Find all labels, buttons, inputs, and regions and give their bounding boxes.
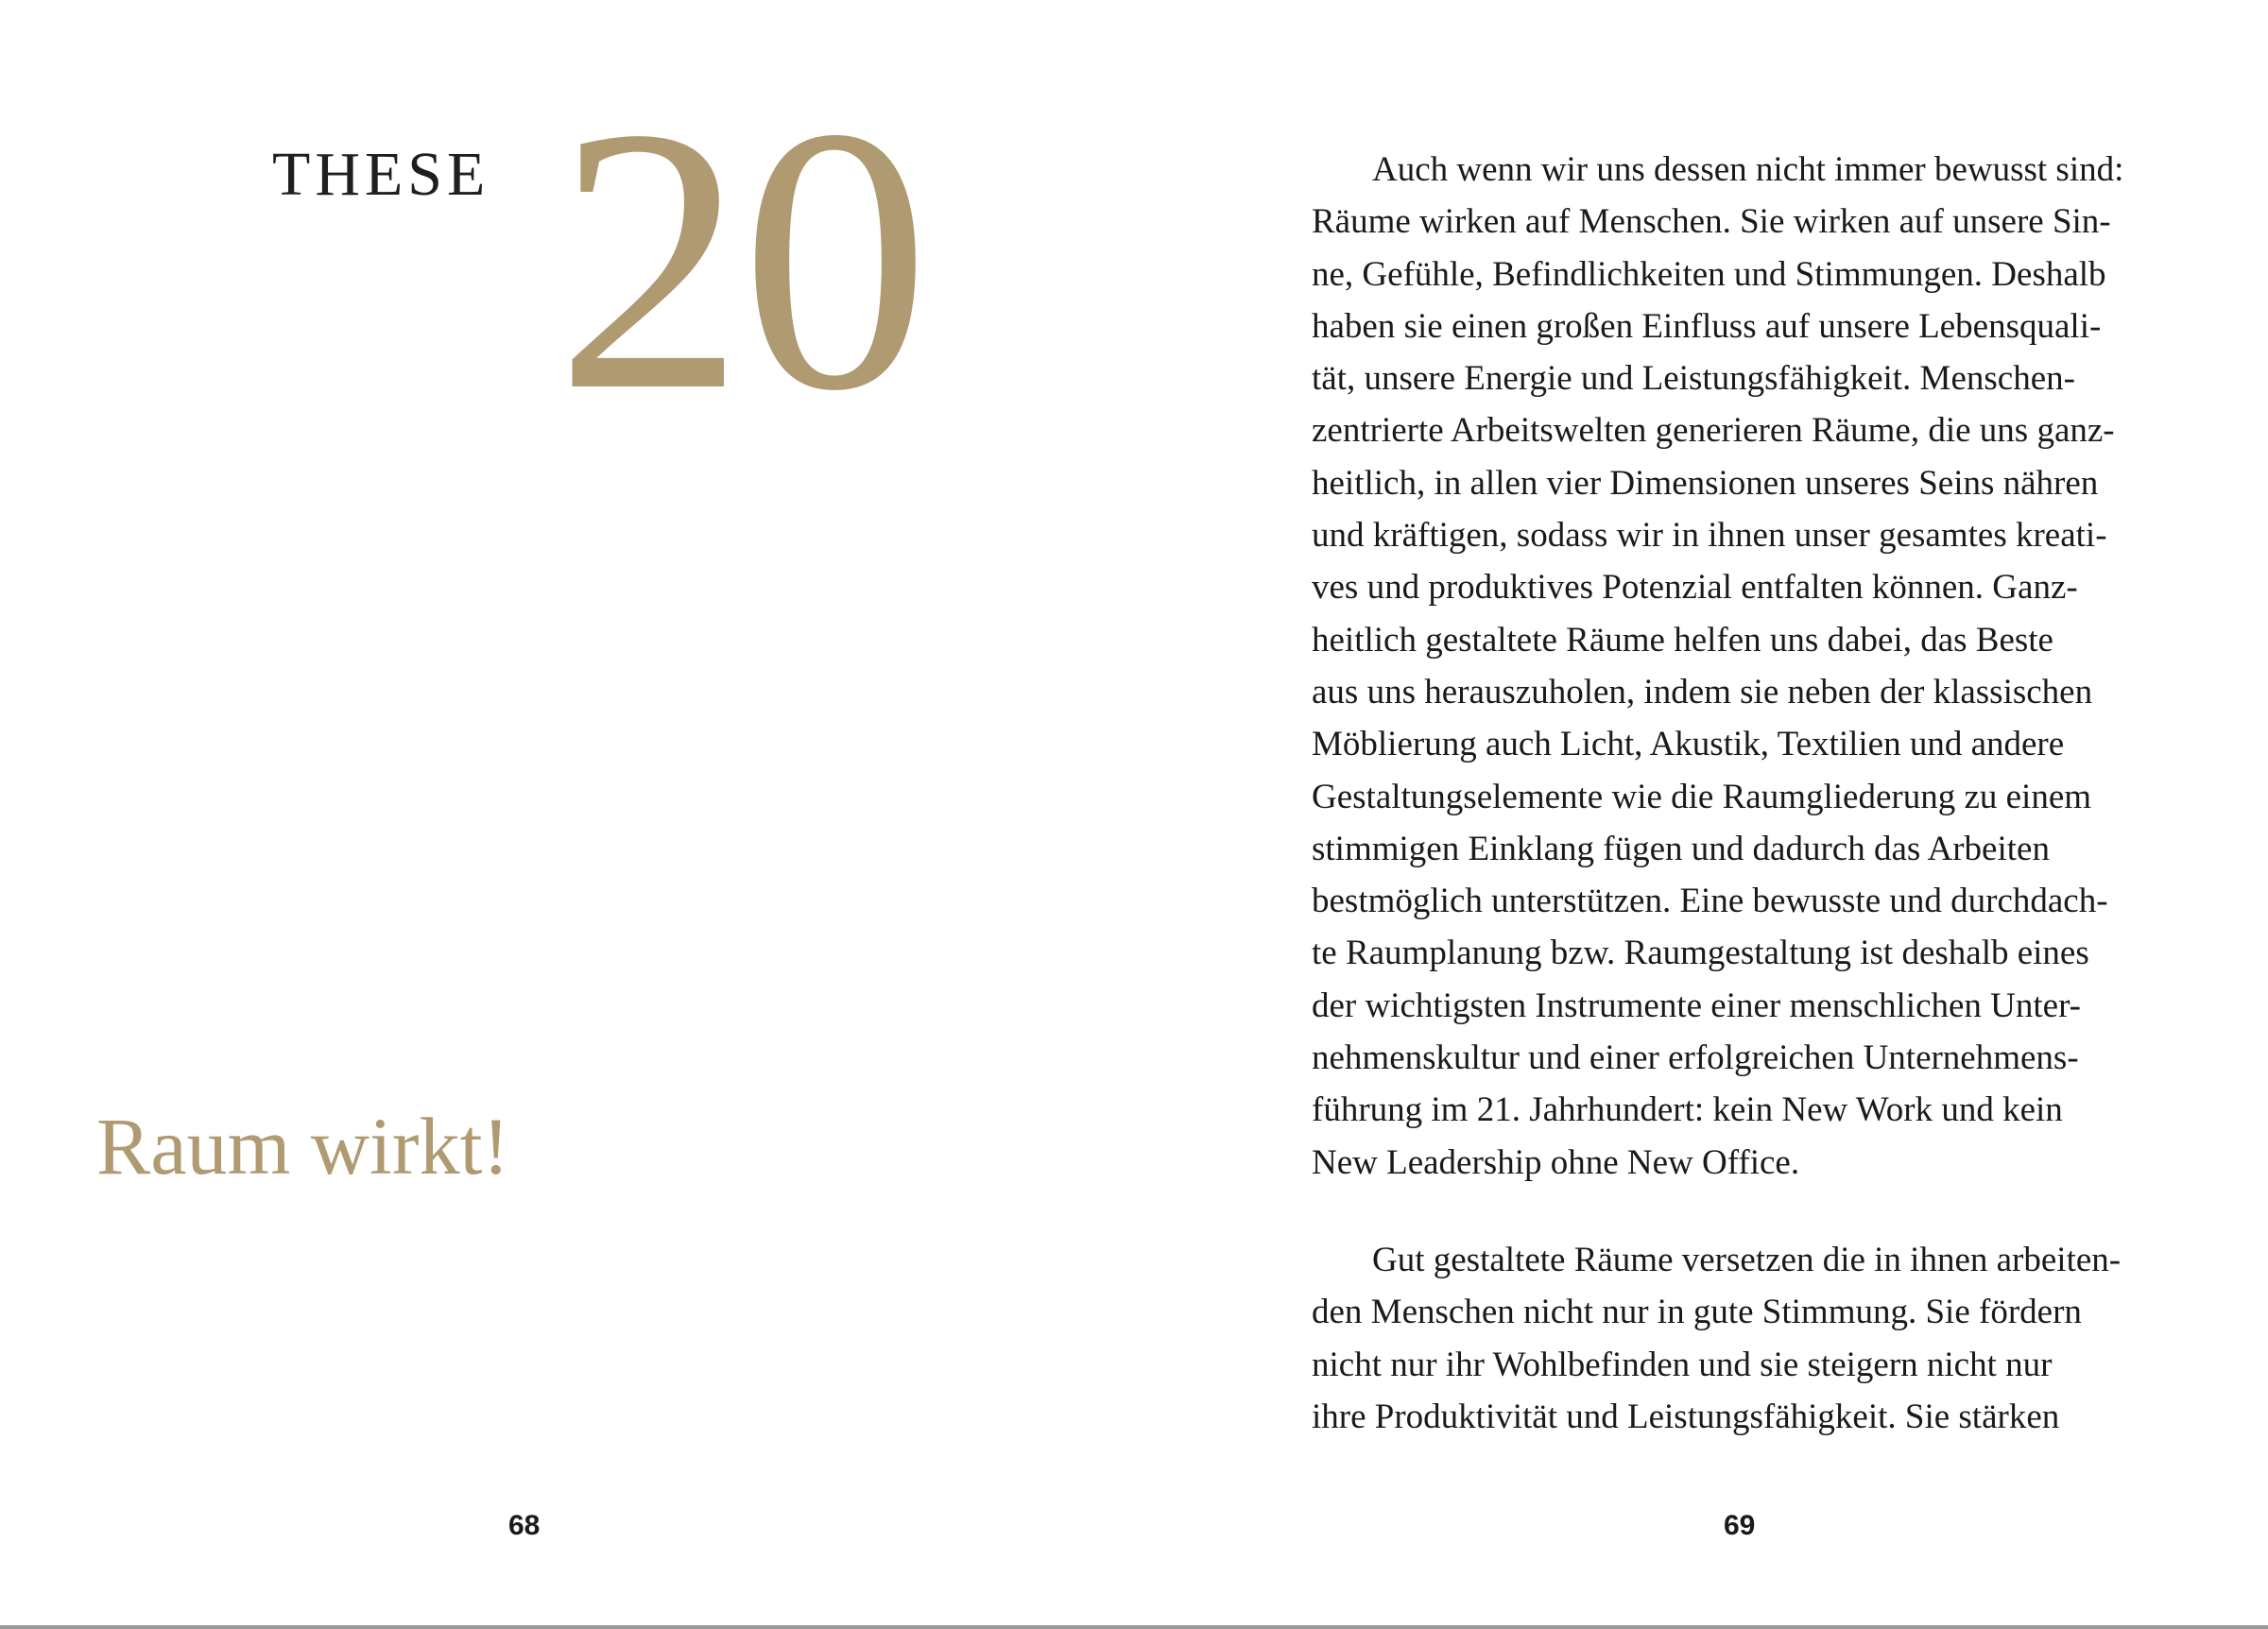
text-line: Gestaltungselemente wie die Raumgliederung zu einem xyxy=(1312,777,2092,816)
text-line: heitlich gestaltete Räume helfen uns dabei, das Beste xyxy=(1312,620,2053,660)
chapter-title: Raum wirkt! xyxy=(96,1101,510,1192)
text-line: bestmöglich unterstützen. Eine bewusste und durchdach- xyxy=(1312,882,2108,921)
text-line: Möblierung auch Licht, Akustik, Textilien und andere xyxy=(1312,725,2065,764)
text-line: te Raumplanung bzw. Raumgestaltung ist deshalb eines xyxy=(1312,934,2089,973)
paragraph-gap xyxy=(1312,1189,2181,1234)
text-line: nicht nur ihr Wohlbefinden und sie steigern nicht nur xyxy=(1312,1345,2053,1384)
text-line: der wichtigsten Instrumente einer menschlichen Unter- xyxy=(1312,986,2081,1025)
paragraph xyxy=(1312,1234,2181,1443)
right-page xyxy=(1134,0,2268,1625)
text-line: aus uns herauszuholen, indem sie neben der klassischen xyxy=(1312,672,2093,712)
text-line: heitlich, in allen vier Dimensionen unseres Seins nähren xyxy=(1312,463,2099,503)
body-text xyxy=(1312,144,2181,1443)
text-line: zentrierte Arbeitswelten generieren Räume, die uns ganz- xyxy=(1312,411,2115,451)
text-line: und kräftigen, sodass wir in ihnen unser gesamtes kreati- xyxy=(1312,516,2107,556)
text-line: Auch wenn wir uns dessen nicht immer bewusst sind: xyxy=(1372,150,2124,189)
text-line: führung im 21. Jahrhundert: kein New Work und kein xyxy=(1312,1090,2063,1130)
page-number-left: 68 xyxy=(508,1510,541,1541)
text-line: tät, unsere Energie und Leistungsfähigkeit. Menschen- xyxy=(1312,359,2075,399)
these-label: THESE xyxy=(272,140,490,209)
these-number: 20 xyxy=(556,50,926,469)
left-page xyxy=(0,0,1134,1625)
text-line: nehmenskultur und einer erfolgreichen Unternehmens- xyxy=(1312,1038,2079,1078)
text-line: stimmigen Einklang fügen und dadurch das Arbeiten xyxy=(1312,829,2050,868)
text-line: den Menschen nicht nur in gute Stimmung. Sie fördern xyxy=(1312,1293,2082,1332)
paragraph xyxy=(1312,144,2181,1189)
text-line: ihre Produktivität und Leistungsfähigkeit. Sie stärken xyxy=(1312,1397,2060,1436)
text-line: ne, Gefühle, Befindlichkeiten und Stimmungen. Deshalb xyxy=(1312,254,2106,294)
text-line: haben sie einen großen Einfluss auf unsere Lebensquali- xyxy=(1312,306,2102,346)
text-line: New Leadership ohne New Office. xyxy=(1312,1142,1800,1182)
text-line: ves und produktives Potenzial entfalten können. Ganz- xyxy=(1312,568,2078,608)
text-line: Räume wirken auf Menschen. Sie wirken auf unsere Sin- xyxy=(1312,202,2111,242)
page-number-right: 69 xyxy=(1724,1510,1756,1541)
bottom-edge-rule xyxy=(0,1625,2268,1629)
text-line: Gut gestaltete Räume versetzen die in ihnen arbeiten- xyxy=(1372,1240,2122,1279)
